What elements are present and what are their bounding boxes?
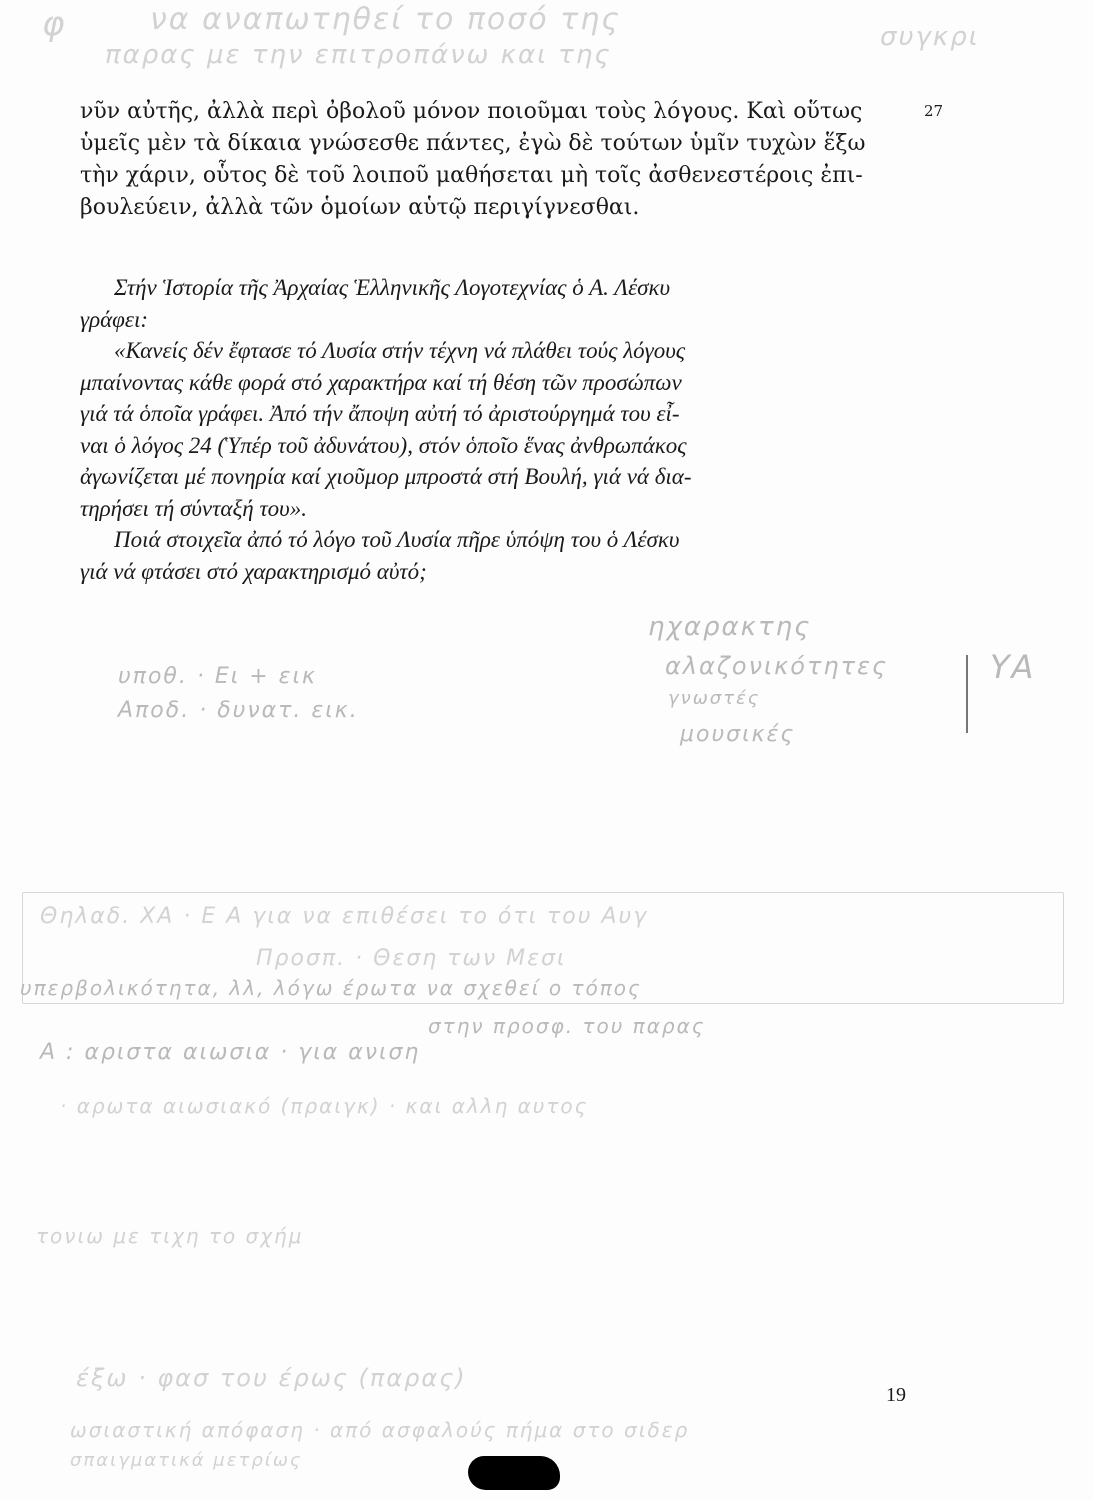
verse-line-number: 27	[924, 102, 944, 120]
commentary-passage	[80, 272, 910, 587]
handwritten-top-line-1: να αναπωτηθεί το ποσό της	[150, 2, 621, 37]
ink-redaction	[468, 1456, 560, 1490]
handwritten-box-line-5: Α : αριστα αιωσια · για ανιση	[40, 1040, 421, 1065]
greek-line: ὑμεῖς μὲν τὰ δίκαια γνώσεσθε πάντες, ἐγὼ δὲ τούτων ὑμῖν τυχὼν ἕξω	[80, 131, 866, 156]
handwritten-box-line-3: υπερβολικότητα, λλ, λόγω έρωτα να σχεθεί ο τόπος	[20, 976, 642, 1000]
quote-line: «Κανείς δέν ἔφτασε τό Λυσία στήν τέχνη νά πλάθει τούς λόγους	[114, 338, 686, 363]
quote-line: ναι ὁ λόγος 24 (Ὑπέρ τοῦ ἀδυνάτου), στόν ὁποῖο ἕνας ἀνθρωπάκος	[80, 432, 687, 458]
handwritten-lower-2: έξω · φασ του έρως (παρας)	[76, 1364, 467, 1392]
handwritten-note-left-1: υποθ. · Ει + εικ	[118, 664, 317, 689]
quote-line: ἀγωνίζεται μέ πονηρία καί χιοῦμορ μπροστά στή Βουλή, γιά νά δια-	[80, 464, 692, 489]
commentary-line: Στήν Ἱστορία τῆς Ἀρχαίας Ἑλληνικῆς Λογοτεχνίας ὁ Α. Λέσκυ	[114, 275, 671, 300]
handwritten-lower-3: ωσιαστική απόφαση · από ασφαλούς πήμα στο σιδερ	[70, 1418, 690, 1442]
ancient-greek-passage	[80, 96, 920, 224]
page-number: 19	[886, 1384, 906, 1406]
handwritten-note-right-2: αλαζονικότητες	[665, 652, 889, 680]
handwritten-note-right-1: ηχαρακτης	[648, 612, 812, 642]
handwritten-box-line-2: Προσπ. · Θεση των Μεσι	[256, 946, 567, 971]
handwritten-box-line-1: Θηλαδ. ΧΑ · Ε Α για να επιθέσει το ότι του Αυγ	[40, 904, 649, 929]
handwritten-box-line-6: · αρωτα αιωσιακό (πραιγκ) · και αλλη αυτος	[60, 1094, 589, 1118]
handwritten-margin-left: φ	[42, 4, 67, 44]
question-line: γιά νά φτάσει στό χαρακτηρισμό αὐτό;	[80, 558, 427, 584]
handwritten-top-right: συγκρι	[880, 22, 980, 52]
question-line: Ποιά στοιχεῖα ἀπό τό λόγο τοῦ Λυσία πῆρε ὑπόψη του ὁ Λέσκυ	[114, 527, 680, 552]
handwritten-note-left-2: Αποδ. · δυνατ. εικ.	[118, 698, 359, 723]
handwritten-note-tag: ΥΑ	[990, 648, 1036, 686]
quote-line: τηρήσει τή σύνταξή του».	[80, 495, 307, 521]
handwritten-note-right-4: μουσικές	[680, 722, 796, 747]
handwritten-box-line-4: στην προσφ. του παρας	[428, 1014, 706, 1038]
handwritten-lower-4: σπαιγματικά μετρίως	[70, 1450, 303, 1471]
handwritten-lower-1: τονιω με τιχη το σχήμ	[36, 1224, 304, 1248]
handwritten-top-line-2: παρας με την επιτροπάνω και της	[105, 40, 612, 70]
quote-line: γιά τά ὁποῖα γράφει. Ἀπό τήν ἄποψη αὐτή τό ἀριστούργημά του εἶ-	[80, 401, 680, 426]
greek-line: βουλεύειν, ἀλλὰ τῶν ὁμοίων αὑτῷ περιγίγνεσθαι.	[80, 195, 640, 220]
pencil-margin-bar	[966, 655, 968, 733]
handwritten-note-right-3: γνωστές	[668, 688, 761, 709]
commentary-line: γράφει:	[80, 306, 149, 332]
quote-line: μπαίνοντας κάθε φορά στό χαρακτήρα καί τή θέση τῶν προσώπων	[80, 369, 682, 395]
greek-line: τὴν χάριν, οὗτος δὲ τοῦ λοιποῦ μαθήσεται μὴ τοῖς ἀσθενεστέροις ἐπι-	[80, 163, 863, 188]
greek-line: νῦν αὐτῆς, ἀλλὰ περὶ ὀβολοῦ μόνον ποιοῦμαι τοὺς λόγους. Καὶ οὕτως	[80, 99, 863, 124]
